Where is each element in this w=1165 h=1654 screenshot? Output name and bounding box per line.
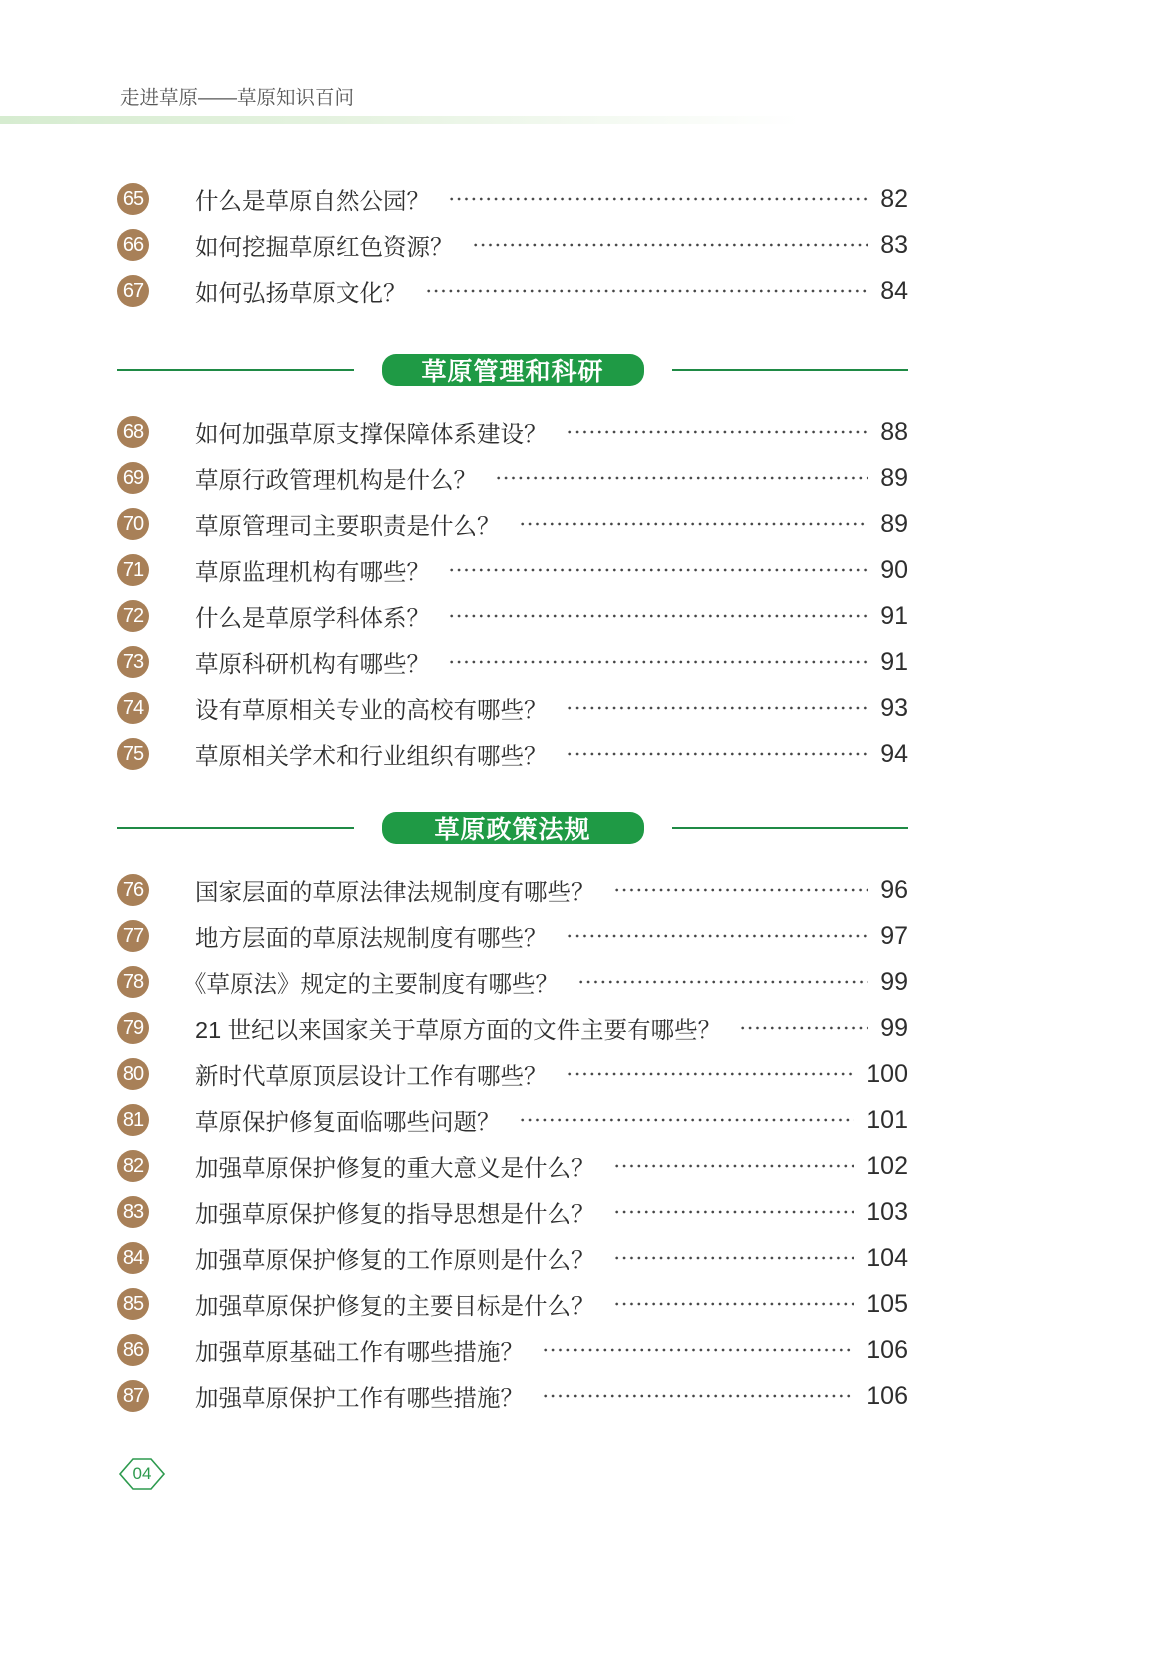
entry-title: 加强草原保护修复的重大意义是什么？ bbox=[195, 1155, 595, 1181]
entry-number-badge: 73 bbox=[117, 646, 149, 678]
entry-number-badge: 72 bbox=[117, 600, 149, 632]
toc-entry bbox=[117, 593, 908, 639]
dot-leader bbox=[448, 566, 868, 574]
toc-entry bbox=[117, 1005, 908, 1051]
entry-page-number: 97 bbox=[880, 921, 908, 950]
toc-entry bbox=[117, 1235, 908, 1281]
dot-leader bbox=[613, 1208, 855, 1216]
dot-leader bbox=[425, 287, 869, 295]
toc-entry bbox=[117, 501, 908, 547]
section-heading-label: 草原政策法规 bbox=[382, 812, 644, 844]
entry-number-badge: 83 bbox=[117, 1196, 149, 1228]
entry-page-number: 91 bbox=[880, 601, 908, 630]
toc-entry bbox=[117, 685, 908, 731]
dot-leader bbox=[613, 1254, 855, 1262]
dot-leader bbox=[566, 932, 869, 940]
entry-number-badge: 67 bbox=[117, 275, 149, 307]
entry-number-badge: 74 bbox=[117, 692, 149, 724]
heading-rule-left bbox=[117, 827, 354, 829]
toc-entry bbox=[117, 1373, 908, 1419]
entry-number-badge: 85 bbox=[117, 1288, 149, 1320]
dot-leader bbox=[613, 886, 869, 894]
entry-title: 加强草原基础工作有哪些措施？ bbox=[195, 1339, 524, 1365]
entry-number-badge: 86 bbox=[117, 1334, 149, 1366]
dot-leader bbox=[566, 750, 869, 758]
entry-title: 加强草原保护修复的工作原则是什么？ bbox=[195, 1247, 595, 1273]
toc-entry bbox=[117, 409, 908, 455]
dot-leader bbox=[566, 428, 869, 436]
entry-number-badge: 75 bbox=[117, 738, 149, 770]
toc-entry-list bbox=[117, 409, 908, 777]
heading-rule-left bbox=[117, 369, 354, 371]
dot-leader bbox=[577, 978, 868, 986]
toc-entry bbox=[117, 222, 908, 268]
toc-entry-list bbox=[117, 867, 908, 1419]
dot-leader bbox=[448, 612, 868, 620]
dot-leader bbox=[495, 474, 868, 482]
entry-number-badge: 77 bbox=[117, 920, 149, 952]
section-heading bbox=[117, 352, 908, 388]
entry-number-badge: 70 bbox=[117, 508, 149, 540]
toc-group bbox=[117, 810, 908, 1419]
toc-entry bbox=[117, 1143, 908, 1189]
toc-entry bbox=[117, 959, 908, 1005]
entry-number-badge: 76 bbox=[117, 874, 149, 906]
dot-leader bbox=[448, 658, 868, 666]
toc-entry bbox=[117, 547, 908, 593]
toc-entry bbox=[117, 1189, 908, 1235]
toc-entry bbox=[117, 1327, 908, 1373]
entry-page-number: 105 bbox=[866, 1289, 908, 1318]
entry-number-badge: 87 bbox=[117, 1380, 149, 1412]
dot-leader bbox=[566, 704, 869, 712]
entry-number-badge: 66 bbox=[117, 229, 149, 261]
toc-group bbox=[117, 176, 908, 314]
entry-title: 加强草原保护工作有哪些措施？ bbox=[195, 1385, 524, 1411]
entry-page-number: 84 bbox=[880, 276, 908, 305]
entry-page-number: 82 bbox=[880, 184, 908, 213]
entry-title: 如何加强草原支撑保障体系建设？ bbox=[195, 421, 548, 447]
entry-page-number: 83 bbox=[880, 230, 908, 259]
running-header-title: 走进草原——草原知识百问 bbox=[120, 87, 355, 109]
dot-leader bbox=[542, 1392, 854, 1400]
entry-title: 如何弘扬草原文化？ bbox=[195, 280, 407, 306]
entry-title: 草原管理司主要职责是什么？ bbox=[195, 513, 501, 539]
entry-page-number: 88 bbox=[880, 417, 908, 446]
entry-title: 什么是草原学科体系？ bbox=[195, 605, 430, 631]
entry-title: 加强草原保护修复的主要目标是什么？ bbox=[195, 1293, 595, 1319]
dot-leader bbox=[519, 1116, 855, 1124]
entry-number-badge: 68 bbox=[117, 416, 149, 448]
entry-page-number: 89 bbox=[880, 463, 908, 492]
entry-page-number: 91 bbox=[880, 647, 908, 676]
entry-page-number: 101 bbox=[866, 1105, 908, 1134]
toc-entry bbox=[117, 268, 908, 314]
toc-entry bbox=[117, 731, 908, 777]
entry-page-number: 106 bbox=[866, 1381, 908, 1410]
entry-number-badge: 80 bbox=[117, 1058, 149, 1090]
dot-leader bbox=[448, 195, 868, 203]
entry-page-number: 99 bbox=[880, 967, 908, 996]
entry-title: 草原监理机构有哪些？ bbox=[195, 559, 430, 585]
entry-number-badge: 82 bbox=[117, 1150, 149, 1182]
entry-title: 设有草原相关专业的高校有哪些？ bbox=[195, 697, 548, 723]
toc-entry-list bbox=[117, 176, 908, 314]
entry-title: 21 世纪以来国家关于草原方面的文件主要有哪些？ bbox=[195, 1017, 722, 1043]
entry-page-number: 102 bbox=[866, 1151, 908, 1180]
toc-entry bbox=[117, 176, 908, 222]
toc-entry bbox=[117, 1097, 908, 1143]
entry-page-number: 100 bbox=[866, 1059, 908, 1088]
header-divider-band bbox=[0, 116, 800, 124]
entry-page-number: 103 bbox=[866, 1197, 908, 1226]
entry-page-number: 90 bbox=[880, 555, 908, 584]
entry-number-badge: 79 bbox=[117, 1012, 149, 1044]
dot-leader bbox=[472, 241, 869, 249]
section-heading bbox=[117, 810, 908, 846]
entry-page-number: 106 bbox=[866, 1335, 908, 1364]
dot-leader bbox=[519, 520, 869, 528]
entry-number-badge: 69 bbox=[117, 462, 149, 494]
entry-number-badge: 78 bbox=[117, 966, 149, 998]
entry-page-number: 89 bbox=[880, 509, 908, 538]
dot-leader bbox=[566, 1070, 855, 1078]
toc-entry bbox=[117, 1281, 908, 1327]
entry-title: 国家层面的草原法律法规制度有哪些？ bbox=[195, 879, 595, 905]
entry-number-badge: 71 bbox=[117, 554, 149, 586]
entry-title: 加强草原保护修复的指导思想是什么？ bbox=[195, 1201, 595, 1227]
entry-page-number: 104 bbox=[866, 1243, 908, 1272]
entry-title: 草原保护修复面临哪些问题？ bbox=[195, 1109, 501, 1135]
heading-rule-right bbox=[672, 827, 909, 829]
toc-group bbox=[117, 352, 908, 777]
entry-page-number: 99 bbox=[880, 1013, 908, 1042]
entry-number-badge: 84 bbox=[117, 1242, 149, 1274]
entry-title: 草原科研机构有哪些？ bbox=[195, 651, 430, 677]
entry-number-badge: 81 bbox=[117, 1104, 149, 1136]
entry-title: 地方层面的草原法规制度有哪些？ bbox=[195, 925, 548, 951]
toc-entry bbox=[117, 1051, 908, 1097]
toc-entry bbox=[117, 639, 908, 685]
entry-title: 如何挖掘草原红色资源？ bbox=[195, 234, 454, 260]
page-number: 04 bbox=[132, 1464, 152, 1483]
entry-number-badge: 65 bbox=[117, 183, 149, 215]
entry-title: 什么是草原自然公园？ bbox=[195, 188, 430, 214]
heading-rule-right bbox=[672, 369, 909, 371]
section-heading-label: 草原管理和科研 bbox=[382, 354, 644, 386]
entry-title: 草原相关学术和行业组织有哪些？ bbox=[195, 743, 548, 769]
dot-leader bbox=[613, 1300, 855, 1308]
entry-title: 新时代草原顶层设计工作有哪些？ bbox=[195, 1063, 548, 1089]
entry-page-number: 93 bbox=[880, 693, 908, 722]
dot-leader bbox=[613, 1162, 855, 1170]
entry-title: 《草原法》规定的主要制度有哪些？ bbox=[183, 971, 559, 997]
footer-page-badge bbox=[118, 1456, 166, 1492]
entry-page-number: 94 bbox=[880, 739, 908, 768]
entry-page-number: 96 bbox=[880, 875, 908, 904]
dot-leader bbox=[739, 1024, 868, 1032]
dot-leader bbox=[542, 1346, 854, 1354]
toc-entry bbox=[117, 455, 908, 501]
toc-entry bbox=[117, 867, 908, 913]
entry-title: 草原行政管理机构是什么？ bbox=[195, 467, 477, 493]
toc-entry bbox=[117, 913, 908, 959]
